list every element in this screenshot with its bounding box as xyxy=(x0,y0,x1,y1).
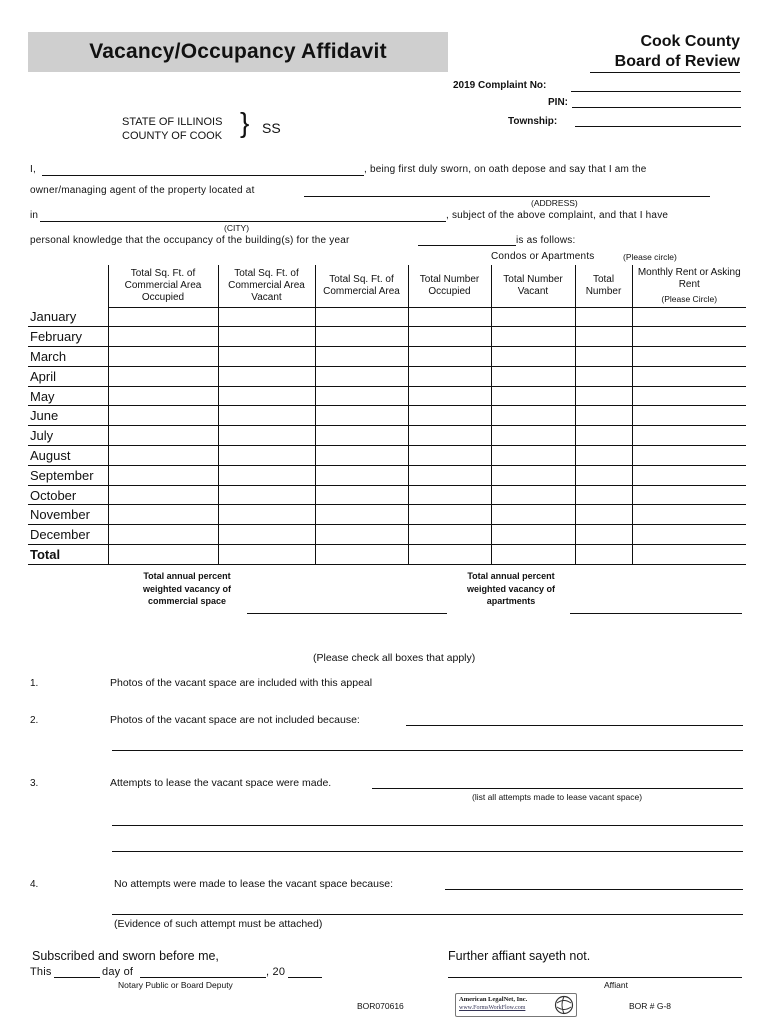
item-3-attempts-input-1[interactable] xyxy=(372,788,743,789)
table-cell[interactable] xyxy=(575,545,632,565)
table-cell[interactable] xyxy=(491,465,575,485)
table-row xyxy=(28,485,746,505)
month-label: September xyxy=(28,465,108,485)
city-caption: (CITY) xyxy=(224,223,250,233)
as-follows-text: is as follows: xyxy=(516,235,576,246)
table-cell[interactable] xyxy=(632,366,746,386)
table-row xyxy=(28,525,746,545)
commercial-weighted-input[interactable] xyxy=(247,613,447,614)
table-cell[interactable] xyxy=(218,386,315,406)
complaint-input[interactable] xyxy=(571,91,741,92)
month-label: April xyxy=(28,366,108,386)
state-label: STATE OF ILLINOIS xyxy=(122,116,223,128)
table-row xyxy=(28,426,746,446)
month-label: November xyxy=(28,505,108,525)
table-cell[interactable] xyxy=(108,525,218,545)
org-line-2: Board of Review xyxy=(614,53,740,70)
header-commercial-occupied: Total Sq. Ft. of Commercial Area Occupied xyxy=(108,265,218,307)
month-label: July xyxy=(28,426,108,446)
in-label: in xyxy=(30,210,39,221)
apartments-weighted-input[interactable] xyxy=(570,613,742,614)
table-cell[interactable] xyxy=(108,426,218,446)
township-input[interactable] xyxy=(575,126,741,127)
table-cell[interactable] xyxy=(315,366,408,386)
item-2-reason-input-2[interactable] xyxy=(112,750,743,751)
table-row xyxy=(28,347,746,367)
commercial-weighted-1: Total annual percent xyxy=(143,571,231,581)
table-row xyxy=(28,505,746,525)
table-cell[interactable] xyxy=(408,525,491,545)
table-cell[interactable] xyxy=(408,386,491,406)
table-cell[interactable] xyxy=(408,446,491,466)
table-row xyxy=(28,446,746,466)
address-caption: (ADDRESS) xyxy=(531,198,578,208)
table-cell[interactable] xyxy=(632,406,746,426)
globe-icon xyxy=(554,995,574,1015)
table-cell[interactable] xyxy=(632,307,746,327)
item-1-text: Photos of the vacant space are included with this appeal xyxy=(110,677,373,689)
table-cell[interactable] xyxy=(491,307,575,327)
table-cell[interactable] xyxy=(575,465,632,485)
header-units-total: Total Number xyxy=(575,265,632,307)
table-cell[interactable] xyxy=(632,485,746,505)
org-line-1: Cook County xyxy=(640,33,740,50)
table-cell[interactable] xyxy=(632,446,746,466)
table-cell[interactable] xyxy=(315,386,408,406)
organization-name xyxy=(615,32,740,72)
table-cell[interactable] xyxy=(575,307,632,327)
table-cell[interactable] xyxy=(632,505,746,525)
table-cell[interactable] xyxy=(575,406,632,426)
table-cell[interactable] xyxy=(491,366,575,386)
item-4-text: No attempts were made to lease the vacant space because: xyxy=(114,878,393,890)
table-cell[interactable] xyxy=(491,485,575,505)
commercial-weighted-label xyxy=(112,570,262,608)
month-label: October xyxy=(28,485,108,505)
item-2-reason-input-1[interactable] xyxy=(406,725,743,726)
pin-label: PIN: xyxy=(548,97,568,108)
table-cell[interactable] xyxy=(491,347,575,367)
table-cell[interactable] xyxy=(491,406,575,426)
table-row xyxy=(28,327,746,347)
notary-label: Notary Public or Board Deputy xyxy=(118,980,233,990)
occupancy-table xyxy=(28,265,746,565)
table-cell[interactable] xyxy=(575,366,632,386)
table-cell[interactable] xyxy=(315,525,408,545)
table-cell[interactable] xyxy=(218,307,315,327)
table-cell[interactable] xyxy=(575,347,632,367)
total-row xyxy=(28,545,746,565)
month-label: June xyxy=(28,406,108,426)
venue-block xyxy=(122,115,222,143)
apartments-weighted-1: Total annual percent xyxy=(467,571,555,581)
check-instruction: (Please check all boxes that apply) xyxy=(313,652,476,664)
table-cell[interactable] xyxy=(408,366,491,386)
table-cell[interactable] xyxy=(218,545,315,565)
table-cell[interactable] xyxy=(218,505,315,525)
item-3-text: Attempts to lease the vacant space were made. xyxy=(110,777,332,789)
apartments-weighted-2: weighted vacancy of xyxy=(466,583,556,594)
table-cell[interactable] xyxy=(491,545,575,565)
table-cell[interactable] xyxy=(575,446,632,466)
table-cell[interactable] xyxy=(315,485,408,505)
table-cell[interactable] xyxy=(315,426,408,446)
condos-label: Condos or Apartments xyxy=(491,251,595,262)
table-cell[interactable] xyxy=(575,505,632,525)
item-2-number[interactable]: 2. xyxy=(30,715,39,726)
table-cell[interactable] xyxy=(575,485,632,505)
i-label: I, xyxy=(30,164,36,175)
commercial-weighted-3: commercial space xyxy=(147,596,227,606)
further-text: Further affiant sayeth not. xyxy=(448,949,591,963)
month-input[interactable] xyxy=(140,977,266,978)
affiant-name-input[interactable] xyxy=(42,175,364,176)
bor-number: BOR # G-8 xyxy=(629,1001,672,1011)
this-label: This xyxy=(30,966,52,978)
table-cell[interactable] xyxy=(491,525,575,545)
table-cell[interactable] xyxy=(491,426,575,446)
table-cell[interactable] xyxy=(218,485,315,505)
day-input[interactable] xyxy=(54,977,100,978)
table-cell[interactable] xyxy=(315,327,408,347)
affiant-label: Affiant xyxy=(604,980,628,990)
header-rent xyxy=(632,265,746,307)
total-label: Total xyxy=(28,545,108,565)
table-cell[interactable] xyxy=(632,525,746,545)
table-cell[interactable] xyxy=(108,307,218,327)
item-4-note: (Evidence of such attempt must be attached) xyxy=(114,918,323,930)
item-2-text: Photos of the vacant space are not included because: xyxy=(110,714,360,726)
table-cell[interactable] xyxy=(108,505,218,525)
item-4-reason-input-1[interactable] xyxy=(445,889,743,890)
year-input[interactable] xyxy=(418,245,516,246)
table-cell[interactable] xyxy=(408,426,491,446)
item-4-number[interactable]: 4. xyxy=(30,879,39,890)
table-cell[interactable] xyxy=(575,386,632,406)
table-cell[interactable] xyxy=(632,465,746,485)
table-cell[interactable] xyxy=(315,505,408,525)
month-label: May xyxy=(28,386,108,406)
table-cell[interactable] xyxy=(218,406,315,426)
table-row xyxy=(28,406,746,426)
month-label: February xyxy=(28,327,108,347)
table-cell[interactable] xyxy=(218,525,315,545)
table-cell[interactable] xyxy=(108,446,218,466)
apartments-weighted-3: apartments xyxy=(486,596,536,606)
item-3-attempts-input-2[interactable] xyxy=(112,825,743,826)
table-cell[interactable] xyxy=(408,347,491,367)
item-4-reason-input-2[interactable] xyxy=(112,914,743,915)
table-cell[interactable] xyxy=(632,327,746,347)
table-cell[interactable] xyxy=(491,446,575,466)
table-cell[interactable] xyxy=(108,465,218,485)
table-cell[interactable] xyxy=(408,307,491,327)
table-cell[interactable] xyxy=(315,465,408,485)
item-3-number[interactable]: 3. xyxy=(30,778,39,789)
header-units-vacant: Total Number Vacant xyxy=(491,265,575,307)
rent-circle-note: (Please Circle) xyxy=(661,293,718,304)
table-cell[interactable] xyxy=(408,505,491,525)
table-row xyxy=(28,307,746,327)
table-cell[interactable] xyxy=(632,545,746,565)
table-row xyxy=(28,366,746,386)
complaint-label: 2019 Complaint No: xyxy=(453,80,547,91)
table-cell[interactable] xyxy=(491,327,575,347)
table-cell[interactable] xyxy=(108,386,218,406)
org-underline xyxy=(590,72,740,73)
table-cell[interactable] xyxy=(408,545,491,565)
affiant-signature-input[interactable] xyxy=(448,977,742,978)
table-cell[interactable] xyxy=(315,347,408,367)
table-cell[interactable] xyxy=(491,505,575,525)
legalnet-logo xyxy=(455,993,577,1017)
county-label: COUNTY OF COOK xyxy=(122,130,223,142)
item-3-attempts-input-3[interactable] xyxy=(112,851,743,852)
table-cell[interactable] xyxy=(408,327,491,347)
table-cell[interactable] xyxy=(108,406,218,426)
table-cell[interactable] xyxy=(575,327,632,347)
address-input[interactable] xyxy=(304,196,710,197)
table-cell[interactable] xyxy=(218,327,315,347)
table-cell[interactable] xyxy=(218,426,315,446)
table-cell[interactable] xyxy=(408,406,491,426)
table-cell[interactable] xyxy=(218,465,315,485)
year-label: , 20 xyxy=(266,966,286,978)
sworn-text: , being first duly sworn, on oath depose and say that I am the xyxy=(364,164,647,175)
table-cell[interactable] xyxy=(315,446,408,466)
pin-input[interactable] xyxy=(572,107,741,108)
page-title: Vacancy/Occupancy Affidavit xyxy=(89,40,387,63)
table-cell[interactable] xyxy=(108,347,218,367)
brace-symbol: } xyxy=(240,107,250,138)
table-cell[interactable] xyxy=(632,426,746,446)
header-commercial-total: Total Sq. Ft. of Commercial Area xyxy=(315,265,408,307)
table-cell[interactable] xyxy=(408,485,491,505)
header-commercial-vacant: Total Sq. Ft. of Commercial Area Vacant xyxy=(218,265,315,307)
month-label: January xyxy=(28,307,108,327)
rent-header-label: Monthly Rent or Asking Rent xyxy=(637,266,741,290)
ss-label: SS xyxy=(262,120,281,136)
table-cell[interactable] xyxy=(315,545,408,565)
township-label: Township: xyxy=(508,116,558,127)
table-cell[interactable] xyxy=(108,545,218,565)
table-cell[interactable] xyxy=(408,465,491,485)
table-cell[interactable] xyxy=(632,347,746,367)
table-cell[interactable] xyxy=(108,485,218,505)
logo-line-1: American LegalNet, Inc. xyxy=(459,996,528,1003)
form-code: BOR070616 xyxy=(357,1001,404,1011)
table-header-row xyxy=(28,265,746,307)
table-row xyxy=(28,465,746,485)
city-input[interactable] xyxy=(40,221,446,222)
commercial-weighted-2: weighted vacancy of xyxy=(142,583,232,594)
header-units-occupied: Total Number Occupied xyxy=(408,265,491,307)
item-1-number[interactable]: 1. xyxy=(30,678,39,689)
table-cell[interactable] xyxy=(575,426,632,446)
knowledge-text: personal knowledge that the occupancy of the building(s) for the year xyxy=(30,235,350,246)
day-of-label: day of xyxy=(102,966,134,978)
table-cell[interactable] xyxy=(218,446,315,466)
table-cell[interactable] xyxy=(491,386,575,406)
table-cell[interactable] xyxy=(218,347,315,367)
logo-line-2: www.FormsWorkFlow.com xyxy=(459,1005,526,1011)
apartments-weighted-label xyxy=(436,570,586,608)
table-cell[interactable] xyxy=(315,307,408,327)
table-cell[interactable] xyxy=(315,406,408,426)
month-header xyxy=(28,265,108,307)
table-row xyxy=(28,386,746,406)
table-cell[interactable] xyxy=(108,327,218,347)
table-cell[interactable] xyxy=(218,366,315,386)
please-circle-label: (Please circle) xyxy=(623,252,677,262)
subscribed-text: Subscribed and sworn before me, xyxy=(32,949,219,963)
item-3-caption: (list all attempts made to lease vacant space) xyxy=(472,792,643,802)
month-label: August xyxy=(28,446,108,466)
subject-text: , subject of the above complaint, and that I have xyxy=(446,210,669,221)
month-label: March xyxy=(28,347,108,367)
owner-text: owner/managing agent of the property located at xyxy=(30,185,255,196)
table-cell[interactable] xyxy=(575,525,632,545)
year-suffix-input[interactable] xyxy=(288,977,322,978)
month-label: December xyxy=(28,525,108,545)
table-cell[interactable] xyxy=(108,366,218,386)
table-cell[interactable] xyxy=(632,386,746,406)
